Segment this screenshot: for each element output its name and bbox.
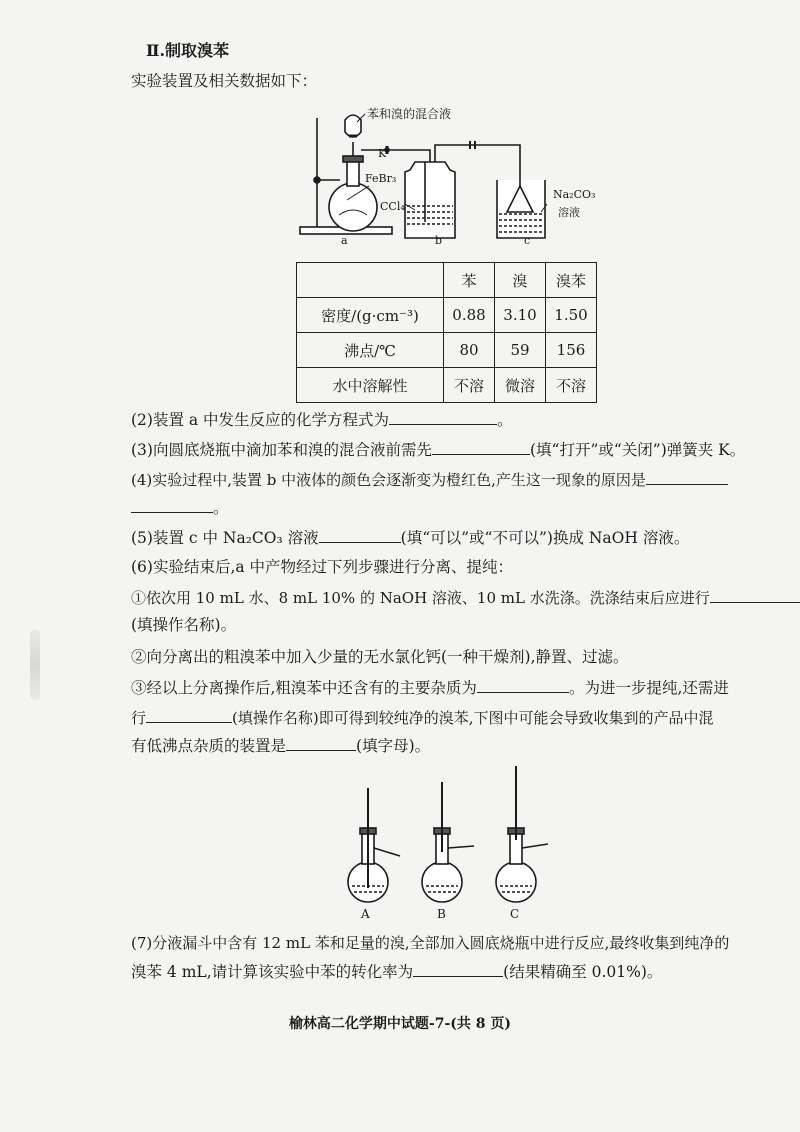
question-2-text: (2)装置 a 中发生反应的化学方程式为 [131, 411, 390, 429]
properties-table [296, 262, 597, 403]
question-6-step-3-hint: (填字母)。 [356, 737, 431, 755]
answer-blank-5[interactable] [319, 526, 401, 543]
label-ccl4: CCl₄ [380, 200, 405, 213]
table-row [297, 368, 597, 403]
question-7-text: 溴苯 4 mL,请计算该实验中苯的转化率为 [131, 963, 414, 981]
question-2 [131, 408, 513, 431]
table-cell: 不溶 [444, 368, 495, 403]
table-cell: 156 [546, 333, 597, 368]
question-6-step-2: ②向分离出的粗溴苯中加入少量的无水氯化钙(一种干燥剂),静置、过滤。 [131, 648, 629, 666]
flask-label-a: A [361, 907, 370, 921]
question-5 [131, 526, 689, 549]
question-6-step-1-text: ①依次用 10 mL 水、8 mL 10% 的 NaOH 溶液、10 mL 水洗涤。洗涤结束后应进行 [131, 589, 710, 607]
label-c: c [524, 234, 531, 247]
answer-blank-6-3a[interactable] [477, 676, 569, 693]
bottle-b [405, 162, 455, 238]
question-6: (6)实验结束后,a 中产物经过下列步骤进行分离、提纯： [131, 558, 514, 576]
question-6-step-3-line2 [131, 706, 714, 729]
question-4-end: 。 [213, 499, 229, 517]
table-cell: 微溶 [495, 368, 546, 403]
answer-blank-6-3b[interactable] [146, 706, 232, 723]
flask-b-apparatus [422, 782, 474, 902]
section-heading: Ⅱ.制取溴苯 [146, 41, 230, 60]
label-na2co3: Na₂CO₃ [553, 188, 596, 201]
flask-a-apparatus [348, 788, 400, 902]
question-7-hint: (结果精确至 0.01%)。 [503, 963, 663, 981]
flask-label-b: B [437, 907, 446, 921]
question-4-cont [131, 496, 229, 519]
table-header-cell: 苯 [444, 263, 495, 298]
table-header-row [297, 263, 597, 298]
table-cell: 59 [495, 333, 546, 368]
table-header-cell: 溴 [495, 263, 546, 298]
question-6-step-3-ask: 有低沸点杂质的装置是 [131, 737, 287, 755]
question-6-step-3-text: ③经以上分离操作后,粗溴苯中还含有的主要杂质为 [131, 679, 477, 697]
question-4 [131, 468, 728, 491]
table-cell: 80 [444, 333, 495, 368]
table-cell: 3.10 [495, 298, 546, 333]
question-6-step-1 [131, 586, 800, 609]
distillation-flasks [330, 760, 570, 910]
table-cell: 水中溶解性 [297, 368, 444, 403]
answer-blank-3[interactable] [432, 438, 530, 455]
label-k: K [378, 147, 387, 160]
flask-a [329, 183, 377, 231]
table-header-cell [297, 263, 444, 298]
label-mixture: 苯和溴的混合液 [367, 107, 452, 121]
question-2-end: 。 [497, 411, 513, 429]
answer-blank-6-1[interactable] [710, 586, 800, 603]
question-6-step-3-desc: (填操作名称)即可得到较纯净的溴苯,下图中可能会导致收集到的产品中混 [232, 709, 714, 727]
question-3-text: (3)向圆底烧瓶中滴加苯和溴的混合液前需先 [131, 441, 432, 459]
answer-blank-4a[interactable] [646, 468, 728, 485]
answer-blank-4b[interactable] [131, 496, 213, 513]
table-cell: 密度/(g·cm⁻³) [297, 298, 444, 333]
flask-c-apparatus [496, 766, 548, 902]
answer-blank-2[interactable] [389, 408, 497, 425]
flask-label-c: C [510, 907, 520, 921]
page-footer: 榆林高二化学期中试题-7-(共 8 页) [288, 1016, 512, 1032]
question-5-hint: (填“可以”或“不可以”)换成 NaOH 溶液。 [400, 529, 690, 547]
question-6-step-3-line3 [131, 734, 430, 757]
table-cell: 0.88 [444, 298, 495, 333]
question-3 [131, 438, 745, 461]
table-cell: 1.50 [546, 298, 597, 333]
scan-smudge [30, 630, 40, 700]
question-6-step-3-xing: 行 [131, 709, 147, 727]
question-7-line2 [131, 960, 662, 983]
question-6-step-1-hint: (填操作名称)。 [131, 616, 237, 634]
separatory-funnel [345, 115, 361, 137]
question-4-text: (4)实验过程中,装置 b 中液体的颜色会逐渐变为橙红色,产生这一现象的原因是 [131, 471, 646, 489]
label-b: b [435, 234, 443, 247]
question-5-text: (5)装置 c 中 Na₂CO₃ 溶液 [131, 529, 319, 547]
answer-blank-6-3c[interactable] [286, 734, 356, 751]
label-febr3: FeBr₃ [365, 172, 397, 185]
table-cell: 沸点/℃ [297, 333, 444, 368]
question-3-hint: (填“打开”或“关闭”)弹簧夹 K。 [529, 441, 746, 459]
table-row [297, 333, 597, 368]
answer-blank-7[interactable] [413, 960, 503, 977]
table-row [297, 298, 597, 333]
intro-text: 实验装置及相关数据如下： [131, 72, 318, 90]
label-a: a [341, 234, 348, 247]
question-7: (7)分液漏斗中含有 12 mL 苯和足量的溴,全部加入圆底烧瓶中进行反应,最终收集到纯净的 [131, 934, 730, 952]
table-cell: 不溶 [546, 368, 597, 403]
question-6-step-3-cont: 。为进一步提纯,还需进 [568, 679, 729, 697]
label-solution: 溶液 [558, 206, 580, 219]
table-header-cell: 溴苯 [546, 263, 597, 298]
question-6-step-3 [131, 676, 729, 699]
